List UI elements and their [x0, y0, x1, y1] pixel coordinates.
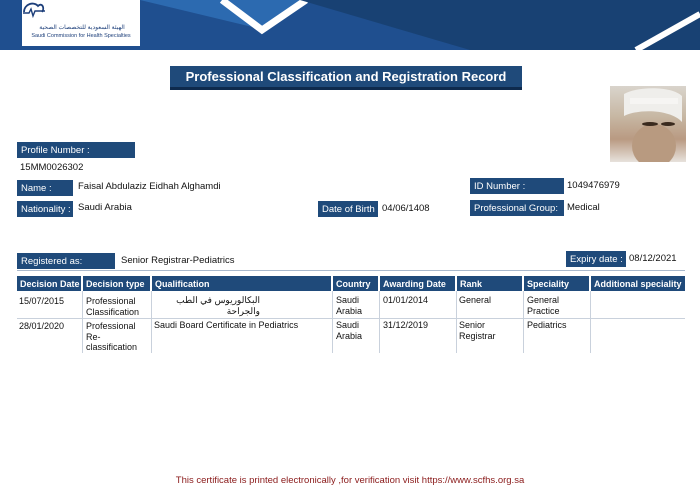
expiry-date-label: Expiry date :: [566, 251, 626, 267]
document-title: Professional Classification and Registration Record: [170, 66, 522, 90]
cell-country: Saudi Arabia: [336, 320, 363, 341]
cell-speciality: General Practice: [527, 295, 560, 316]
name-label: Name :: [17, 180, 73, 196]
col-header-decision-type: Decision type: [83, 276, 150, 291]
cell-rank: Senior Registrar: [459, 320, 496, 341]
cell-awarding-date: 31/12/2019: [383, 320, 429, 330]
header-stripe-right: [300, 0, 700, 50]
id-number-value: 1049476979: [567, 180, 620, 191]
professional-group-value: Medical: [567, 202, 600, 213]
cell-decision-date: 28/01/2020: [19, 321, 65, 331]
grid-line: [332, 291, 333, 353]
col-header-qualification: Qualification: [152, 276, 331, 291]
cell-rank: General: [459, 295, 492, 305]
cell-speciality: Pediatrics: [527, 320, 567, 330]
registered-as-label: Registered as:: [17, 253, 115, 269]
nationality-label: Nationality :: [17, 201, 73, 217]
col-header-rank: Rank: [457, 276, 522, 291]
col-header-speciality: Speciality: [524, 276, 589, 291]
grid-line: [17, 318, 685, 319]
cell-qualification: البكالوريوس في الطب والجراحة: [176, 295, 260, 316]
logo-arabic-text: الهيئة السعودية للتخصصات الصحية: [39, 25, 125, 31]
grid-line: [590, 291, 591, 353]
col-header-awarding-date: Awarding Date: [380, 276, 455, 291]
grid-line: [523, 291, 524, 353]
header-band: [0, 0, 700, 50]
dob-value: 04/06/1408: [382, 203, 430, 214]
verification-footer: This certificate is printed electronically ,for verification visit https://www.scfhs.org.sa: [175, 475, 525, 486]
cell-awarding-date: 01/01/2014: [383, 295, 429, 305]
section-divider: [17, 270, 685, 271]
header-stripe-left: [140, 0, 300, 30]
grid-line: [379, 291, 380, 353]
cell-qualification: Saudi Board Certificate in Pediatrics: [154, 320, 299, 330]
col-header-decision-date: Decision Date: [17, 276, 81, 291]
scfhs-logo-icon: [22, 0, 46, 20]
grid-line: [82, 291, 83, 353]
nationality-value: Saudi Arabia: [78, 202, 132, 213]
dob-label: Date of Birth :: [318, 201, 378, 217]
cell-decision-date: 15/07/2015: [19, 296, 65, 306]
grid-line: [151, 291, 152, 353]
name-value: Faisal Abdulaziz Eidhah Alghamdi: [78, 181, 221, 192]
profile-photo: [610, 86, 686, 162]
registered-as-value: Senior Registrar-Pediatrics: [121, 255, 235, 266]
professional-group-label: Professional Group:: [470, 200, 564, 216]
logo-english-text: Saudi Commission for Health Specialties: [31, 33, 131, 39]
profile-number-value: 15MM0026302: [20, 162, 84, 173]
id-number-label: ID Number :: [470, 178, 564, 194]
scfhs-logo: [22, 0, 140, 46]
cell-decision-type: Professional Classification: [86, 296, 140, 317]
cell-decision-type: Professional Re-classification: [86, 321, 138, 352]
col-header-country: Country: [333, 276, 378, 291]
expiry-date-value: 08/12/2021: [629, 253, 677, 264]
profile-number-label: Profile Number :: [17, 142, 135, 158]
cell-country: Saudi Arabia: [336, 295, 363, 316]
col-header-additional-speciality: Additional speciality: [591, 276, 685, 291]
grid-line: [456, 291, 457, 353]
